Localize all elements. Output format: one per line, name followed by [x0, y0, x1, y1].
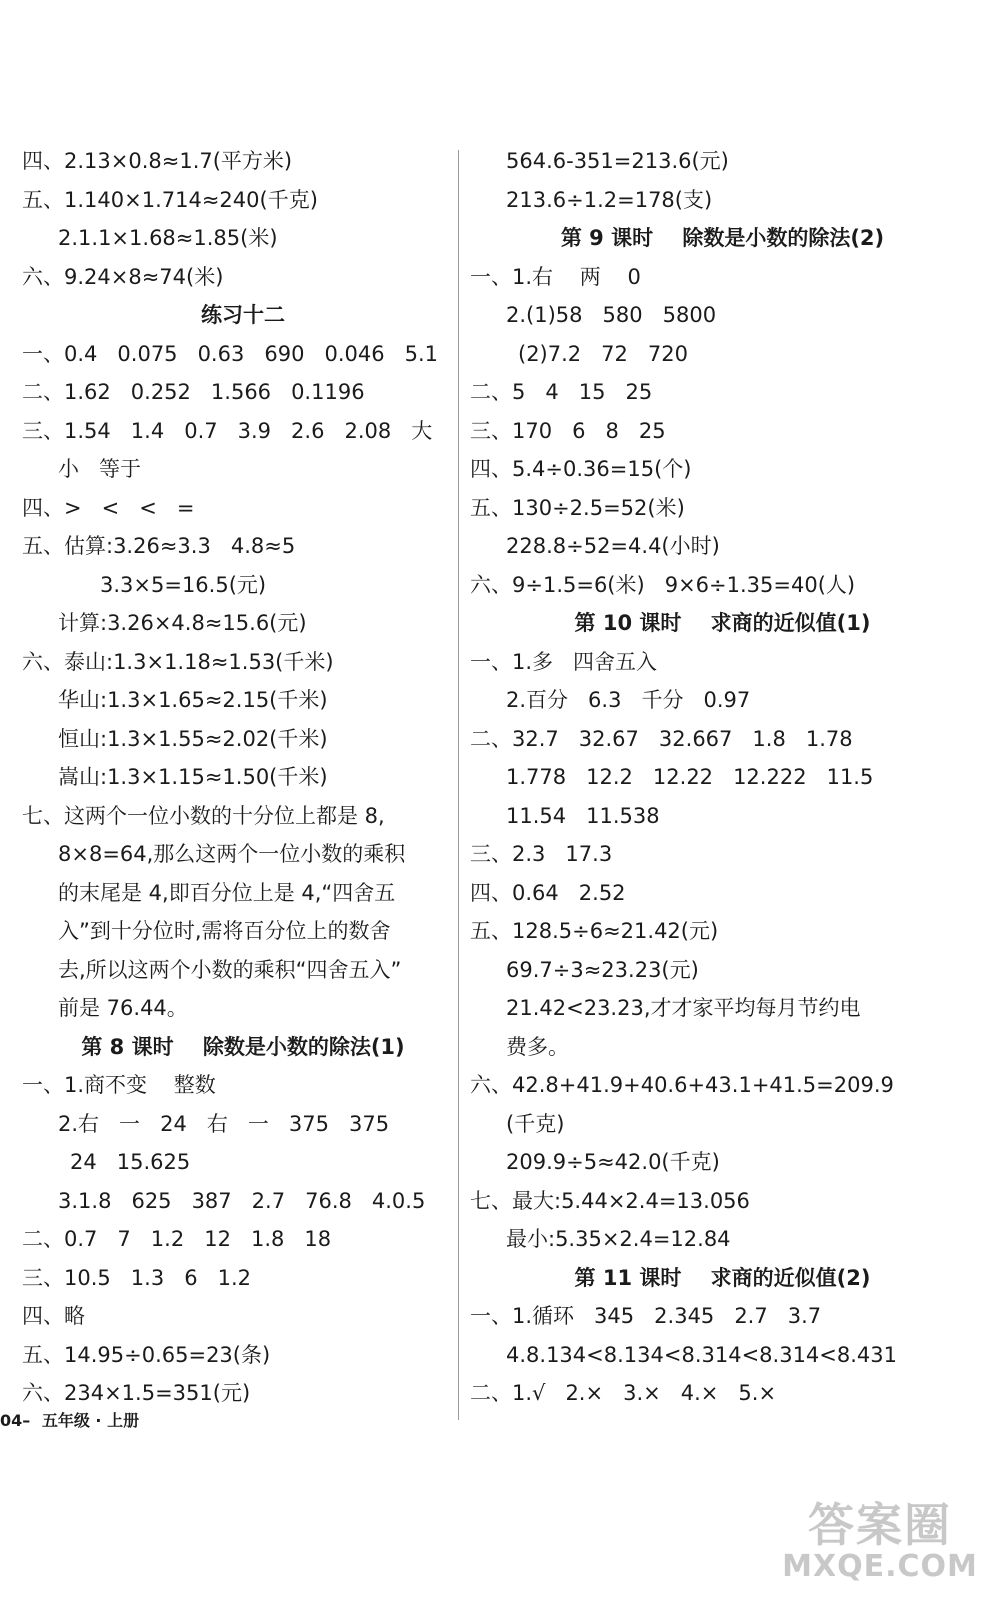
answer-line: 二、5 4 15 25: [470, 380, 653, 404]
answer-line: 564.6-351=213.6(元): [506, 149, 729, 173]
answer-line: 去,所以这两个小数的乘积“四舍五入”: [58, 957, 402, 982]
answer-line: 一、0.4 0.075 0.63 690 0.046 5.1: [22, 341, 439, 366]
answer-line: 四、5.4÷0.36=15(个): [470, 457, 692, 481]
answer-line: 三、1.54 1.4 0.7 3.9 2.6 2.08 大: [22, 418, 433, 443]
answer-line: 一、1.多 四舍五入: [470, 649, 658, 674]
answer-line: 8×8=64,那么这两个一位小数的乘积: [58, 842, 406, 866]
answer-line: 六、9.24×8≈74(米): [22, 264, 224, 289]
answer-line: 小 等于: [58, 457, 142, 481]
answer-line: 228.8÷52=4.4(小时): [506, 534, 720, 558]
answer-line: 三、170 6 8 25: [470, 418, 666, 443]
section-heading: 第 8 课时 除数是小数的除法(1): [81, 1034, 405, 1059]
answer-line: 最小:5.35×2.4=12.84: [506, 1227, 731, 1251]
answer-line: 六、42.8+41.9+40.6+43.1+41.5=209.9: [470, 1073, 894, 1097]
watermark-text: 答案圈: [808, 1498, 952, 1552]
answer-line: 五、1.140×1.714≈240(千克): [22, 187, 318, 212]
answer-line: 2.百分 6.3 千分 0.97: [506, 688, 751, 712]
answer-line: 一、1.商不变 整数: [22, 1073, 216, 1097]
answer-line: 七、这两个一位小数的十分位上都是 8,: [22, 803, 385, 828]
answer-line: 三、10.5 1.3 6 1.2: [22, 1265, 251, 1290]
answer-line: 11.54 11.538: [506, 803, 660, 828]
answer-line: 五、130÷2.5=52(米): [470, 495, 685, 520]
answer-line: 4.8.134<8.134<8.314<8.314<8.431: [506, 1342, 898, 1367]
answer-line: 二、1.62 0.252 1.566 0.1196: [22, 380, 365, 404]
answer-line: 计算:3.26×4.8≈15.6(元): [58, 611, 307, 635]
answer-line: 五、128.5÷6≈21.42(元): [470, 919, 719, 943]
answer-line: 四、2.13×0.8≈1.7(平方米): [22, 149, 293, 173]
answer-line: 二、0.7 7 1.2 12 1.8 18: [22, 1227, 332, 1251]
answer-line: 华山:1.3×1.65≈2.15(千米): [58, 688, 328, 712]
answer-line: 21.42<23.23,才才家平均每月节约电: [506, 996, 861, 1020]
answer-line: 2.1.1×1.68≈1.85(米): [58, 226, 278, 250]
answer-line: 四、略: [22, 1304, 85, 1328]
answer-line: 69.7÷3≈23.23(元): [506, 957, 699, 982]
answer-line: 五、估算:3.26≈3.3 4.8≈5: [22, 534, 296, 558]
answer-line: 恒山:1.3×1.55≈2.02(千米): [58, 726, 328, 751]
answer-line: 七、最大:5.44×2.4=13.056: [470, 1188, 750, 1213]
page-footer: [0, 1408, 139, 1431]
answer-line: 三、2.3 17.3: [470, 842, 613, 866]
watermark-url: MXQE.COM: [782, 1549, 978, 1584]
answer-line: 二、32.7 32.67 32.667 1.8 1.78: [470, 726, 853, 751]
watermark-logo: [780, 1500, 980, 1592]
answer-line: 四、> < < =: [22, 495, 195, 520]
answer-line: 的末尾是 4,即百分位上是 4,“四舍五: [58, 880, 396, 905]
answer-line: 3.3×5=16.5(元): [100, 572, 267, 597]
answer-line: 一、1.循环 345 2.345 2.7 3.7: [470, 1304, 822, 1328]
page-number: 04–: [0, 1411, 31, 1430]
answer-line: 费多。: [506, 1034, 569, 1059]
answer-line: 五、14.95÷0.65=23(条): [22, 1342, 271, 1367]
section-heading: 第 10 课时 求商的近似值(1): [574, 611, 871, 635]
answer-line: 前是 76.44。: [58, 996, 188, 1020]
answer-line: 24 15.625: [70, 1150, 191, 1174]
section-heading: 第 11 课时 求商的近似值(2): [574, 1265, 871, 1290]
answer-line: 二、1.√ 2.× 3.× 4.× 5.×: [470, 1381, 777, 1405]
answer-line: 2.(1)58 580 5800: [506, 303, 717, 327]
answer-line: 六、234×1.5=351(元): [22, 1381, 251, 1405]
answer-line: 四、0.64 2.52: [470, 880, 626, 905]
section-heading: 练习十二: [201, 303, 285, 327]
answer-line: 入”到十分位时,需将百分位上的数舍: [58, 919, 391, 943]
answer-line: 3.1.8 625 387 2.7 76.8 4.0.5: [58, 1188, 426, 1213]
answer-line: 209.9÷5≈42.0(千克): [506, 1150, 720, 1174]
column-divider: [458, 150, 459, 1420]
answer-line: 嵩山:1.3×1.15≈1.50(千米): [58, 765, 328, 789]
answer-line: 213.6÷1.2=178(支): [506, 187, 713, 212]
answer-line: 六、泰山:1.3×1.18≈1.53(千米): [22, 649, 334, 674]
grade-label: 五年级 · 上册: [41, 1411, 140, 1430]
left-answer-column: [22, 142, 454, 1413]
right-answer-column: [470, 142, 975, 1413]
answer-line: 2.右 一 24 右 一 375 375: [58, 1111, 390, 1136]
answer-line: (2)7.2 72 720: [518, 341, 688, 366]
answer-line: 一、1.右 两 0: [470, 264, 641, 289]
section-heading: 第 9 课时 除数是小数的除法(2): [560, 226, 885, 250]
answer-line: (千克): [506, 1111, 565, 1136]
answer-line: 1.778 12.2 12.22 12.222 11.5: [506, 765, 874, 789]
answer-line: 六、9÷1.5=6(米) 9×6÷1.35=40(人): [470, 572, 856, 597]
